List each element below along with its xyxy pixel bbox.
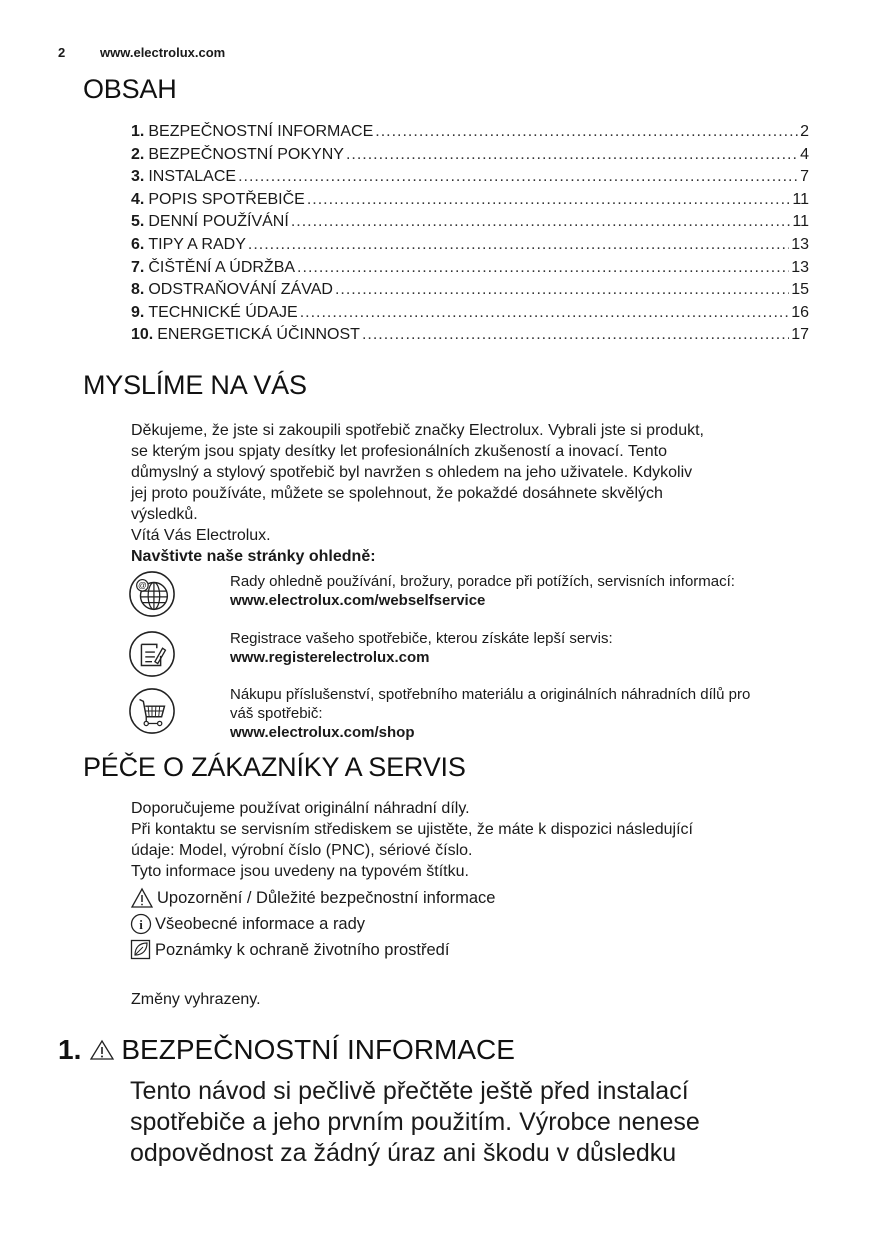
toc-item[interactable]: [131, 213, 809, 236]
link-description-cont: váš spotřebič:: [230, 705, 323, 722]
toc-title: OBSAH: [83, 74, 177, 104]
toc-item-number: 4.: [131, 190, 145, 208]
toc-item-label: ČIŠTĚNÍ A ÚDRŽBA: [148, 258, 296, 276]
globe-at-icon: [128, 570, 176, 618]
toc-item-label: BEZPEČNOSTNÍ POKYNY: [148, 145, 344, 163]
warning-icon: [130, 887, 154, 909]
paragraph-line: Tyto informace jsou uvedeny na typovém štítku.: [131, 863, 469, 880]
toc-leader: [297, 259, 789, 277]
toc-item-page: 4: [800, 145, 809, 163]
info-icon: [130, 913, 152, 935]
toc-item-label: ODSTRAŇOVÁNÍ ZÁVAD: [148, 281, 333, 299]
legend-text: Všeobecné informace a rady: [155, 914, 366, 933]
toc-leader: [375, 123, 798, 141]
link-url-webselfservice[interactable]: www.electrolux.com/webselfservice: [230, 592, 486, 609]
warning-icon: [89, 1038, 115, 1062]
toc-leader: [248, 236, 789, 254]
link-block-shop: [230, 685, 820, 742]
svg-text:@: @: [138, 580, 147, 591]
link-url-register[interactable]: www.registerelectrolux.com: [230, 649, 430, 666]
toc-item-number: 7.: [131, 258, 145, 276]
page-header: [58, 45, 225, 60]
toc-item-number: 9.: [131, 303, 145, 321]
toc-item-page: 7: [800, 168, 809, 186]
toc-item-label: BEZPEČNOSTNÍ INFORMACE: [148, 123, 374, 140]
toc-item-number: 8.: [131, 281, 145, 299]
toc-item[interactable]: [131, 191, 809, 214]
register-document-icon: [128, 630, 176, 678]
section-number: 1.: [58, 1034, 82, 1065]
legend-text: Upozornění / Důležité bezpečnostní informace: [157, 888, 496, 907]
toc-item-number: 2.: [131, 145, 145, 163]
site-url: www.electrolux.com: [100, 45, 226, 60]
care-paragraph: [131, 798, 831, 882]
toc-item-label: TIPY A RADY: [148, 235, 246, 253]
section-title-thinking: MYSLÍME NA VÁS: [83, 370, 307, 400]
legend-item-info: [130, 911, 730, 937]
link-url-shop[interactable]: www.electrolux.com/shop: [230, 724, 415, 741]
toc-leader: [300, 304, 790, 322]
toc-item[interactable]: [131, 123, 809, 146]
welcome-line: Vítá Vás Electrolux.: [131, 527, 271, 544]
legend-text: Poznámky k ochraně životního prostředí: [155, 940, 450, 959]
toc-item[interactable]: [131, 236, 809, 259]
paragraph-line: Děkujeme, že jste si zakoupili spotřebič značky Electrolux. Vybrali jste si produkt,: [131, 422, 704, 439]
toc-item[interactable]: [131, 304, 809, 327]
toc-item-number: 6.: [131, 235, 145, 253]
svg-text:i: i: [139, 917, 143, 932]
link-description: Rady ohledně používání, brožury, poradce při potížích, servisních informací:: [230, 573, 735, 590]
toc-item[interactable]: [131, 326, 809, 349]
paragraph-line: Tento návod si pečlivě přečtěte ještě před instalací: [130, 1077, 689, 1105]
toc-item-label: POPIS SPOTŘEBIČE: [148, 190, 305, 208]
table-of-contents: [131, 123, 809, 349]
toc-leader: [307, 191, 791, 209]
paragraph-line: výsledků.: [131, 506, 198, 523]
toc-item[interactable]: [131, 146, 809, 169]
toc-item[interactable]: [131, 168, 809, 191]
toc-item-label: TECHNICKÉ ÚDAJE: [148, 303, 298, 321]
link-item-register: [128, 630, 176, 678]
paragraph-line: odpovědnost za žádný úraz ani škodu v důsledku: [130, 1139, 677, 1167]
environment-leaf-icon: [130, 939, 152, 961]
safety-intro: [130, 1076, 850, 1169]
toc-item-label: ENERGETICKÁ ÚČINNOST: [157, 326, 360, 344]
paragraph-line: se kterým jsou spjaty desítky let profesionálních zkušeností a inovací. Tento: [131, 443, 667, 460]
link-item-shop: [128, 687, 176, 735]
legend-item-environment: [130, 937, 730, 963]
toc-item-page: 11: [792, 190, 809, 208]
toc-item-number: 10.: [131, 326, 154, 344]
toc-leader: [346, 146, 798, 164]
paragraph-line: Doporučujeme používat originální náhradní díly.: [131, 800, 470, 817]
visit-label: Navštivte naše stránky ohledně:: [131, 548, 376, 565]
legend-item-warning: [130, 885, 730, 911]
thank-you-paragraph: [131, 420, 831, 567]
section-heading-safety: [58, 1034, 515, 1066]
toc-item-number: 3.: [131, 168, 145, 186]
changes-reserved: Změny vyhrazeny.: [131, 991, 261, 1008]
paragraph-line: důmyslný a stylový spotřebič byl navržen s ohledem na jeho uživatele. Kdykoliv: [131, 464, 693, 481]
paragraph-line: Při kontaktu se servisním střediskem se ujistěte, že máte k dispozici následující: [131, 821, 693, 838]
link-description: Registrace vašeho spotřebiče, kterou získáte lepší servis:: [230, 630, 613, 647]
toc-item-page: 13: [791, 258, 809, 276]
link-block-register: [230, 629, 820, 667]
section-title: BEZPEČNOSTNÍ INFORMACE: [121, 1034, 515, 1065]
toc-leader: [291, 213, 791, 231]
toc-item[interactable]: [131, 259, 809, 282]
toc-item-page: 16: [791, 303, 809, 321]
toc-leader: [335, 281, 789, 299]
paragraph-line: jej proto používáte, můžete se spolehnout, že pokaždé dosáhnete skvělých: [131, 485, 663, 502]
link-block-webselfservice: [230, 572, 820, 610]
paragraph-line: spotřebiče a jeho prvním použitím. Výrobce nenese: [130, 1108, 700, 1136]
shopping-cart-icon: [128, 687, 176, 735]
toc-item-page: 15: [791, 281, 809, 299]
link-description: Nákupu příslušenství, spotřebního materiálu a originálních náhradních dílů pro: [230, 686, 751, 703]
page-number: 2: [58, 45, 66, 60]
toc-leader: [238, 168, 798, 186]
section-title-care: PÉČE O ZÁKAZNÍKY A SERVIS: [83, 752, 466, 782]
link-item-webselfservice: [128, 570, 176, 618]
toc-item-page: 11: [792, 213, 809, 231]
paragraph-line: údaje: Model, výrobní číslo (PNC), sériové číslo.: [131, 842, 473, 859]
toc-item-page: 13: [791, 235, 809, 253]
toc-item-label: DENNÍ POUŽÍVÁNÍ: [148, 213, 289, 231]
symbol-legend: [130, 885, 730, 963]
toc-item-number: 1.: [131, 123, 145, 140]
toc-item-label: INSTALACE: [148, 168, 237, 186]
toc-item-number: 5.: [131, 213, 145, 231]
toc-leader: [362, 326, 789, 344]
toc-item-page: 2: [800, 123, 809, 140]
toc-item[interactable]: [131, 281, 809, 304]
toc-item-page: 17: [791, 326, 809, 344]
